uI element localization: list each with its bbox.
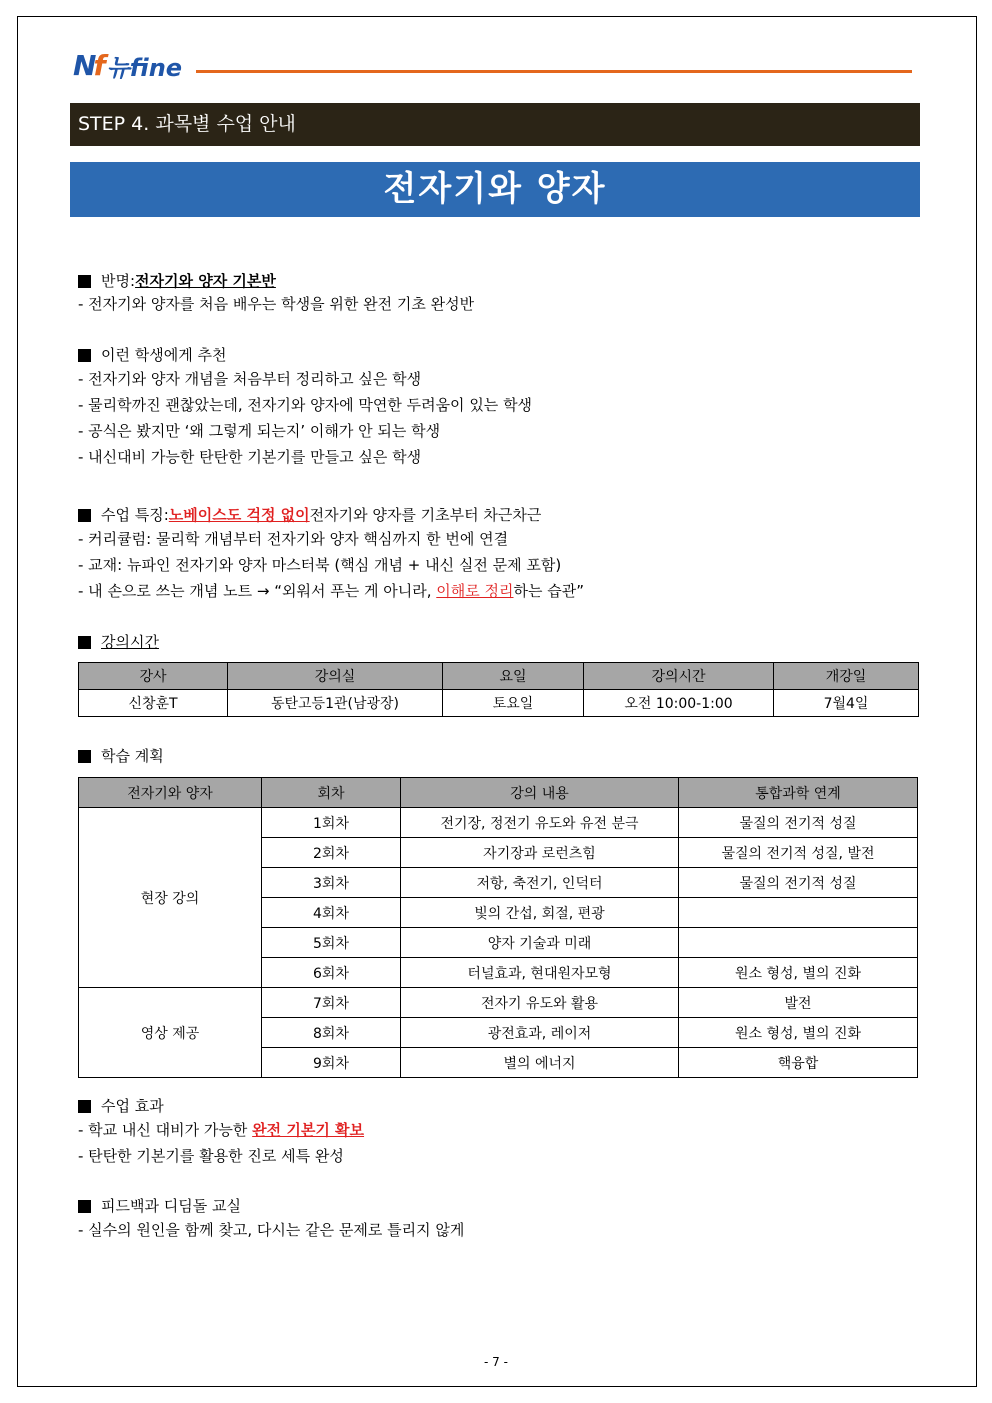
list-item: - 학교 내신 대비가 가능한 완전 기본기 확보 [78,1121,365,1139]
table-row: 8회차 광전효과, 레이저 원소 형성, 별의 진화 [79,1018,918,1048]
list-item: - 탄탄한 기본기를 활용한 진로 세특 완성 [78,1147,344,1165]
table-row: 9회차 별의 에너지 핵융합 [79,1048,918,1078]
section-header: 학습 계획 [101,747,164,765]
list-item: - 내 손으로 쓰는 개념 노트 → “외워서 푸는 게 아니라, 이해로 정리하는 습관” [78,582,584,600]
table-header: 강의시간 [584,663,774,690]
logo-mark: Nf [73,48,103,82]
features-section: 수업 특징: 노베이스도 걱정 없이 전자기와 양자를 기초부터 차근차근 - 커리큘럼: 물리학 개념부터 전자기와 양자 핵심까지 한 번에 연결 - 교재: 뉴파인 전자기와 양자 마스터북 (핵심 개념 + 내신 실전 문제 포함) - 내 손으로 쓰는 개념 노트 → “외워서 푸는 게 아니라, 이해로 정리하는 습관” [78,505,584,604]
plan-section [78,746,164,766]
table-row: 6회차 터널효과, 현대원자모형 원소 형성, 별의 진화 [79,958,918,988]
bullet-square-icon [78,750,91,763]
feedback-section [78,1196,464,1243]
group-label: 현장 강의 [79,808,262,988]
table-header: 강의 내용 [401,778,679,808]
plan-table [78,777,918,1078]
bullet-square-icon [78,1100,91,1113]
bullet-square-icon [78,636,91,649]
table-header: 개강일 [774,663,919,690]
header-divider [196,70,912,73]
bullet-square-icon [78,275,91,288]
bullet-square-icon [78,509,91,522]
table-row: 현장 강의 1회차 전기장, 정전기 유도와 유전 분극 물질의 전기적 성질 [79,808,918,838]
table-header: 통합과학 연계 [679,778,918,808]
effect-section [78,1096,364,1169]
class-name-value: 전자기와 양자 기본반 [135,272,276,290]
list-item: - 공식은 봤지만 ‘왜 그렇게 되는지’ 이해가 안 되는 학생 [78,422,441,440]
list-item: - 커리큘럼: 물리학 개념부터 전자기와 양자 핵심까지 한 번에 연결 [78,530,509,548]
bullet-square-icon [78,1200,91,1213]
features-highlight: 노베이스도 걱정 없이 [168,506,310,524]
bullet-square-icon [78,349,91,362]
table-header: 강사 [79,663,228,690]
section-header: 강의시간 [101,633,159,651]
schedule-section [78,632,159,652]
table-row: 5회차 양자 기술과 미래 [79,928,918,958]
recommend-section [78,345,532,470]
section-header: 수업 효과 [101,1097,164,1115]
list-item: - 실수의 원인을 함께 찾고, 다시는 같은 문제로 틀리지 않게 [78,1221,465,1239]
list-item: - 물리학까진 괜찮았는데, 전자기와 양자에 막연한 두려움이 있는 학생 [78,396,533,414]
page-number: - 7 - [484,1355,508,1369]
list-item: - 내신대비 가능한 탄탄한 기본기를 만들고 싶은 학생 [78,448,422,466]
section-header: 피드백과 디딤돌 교실 [101,1197,241,1215]
table-header: 강의실 [228,663,443,690]
logo-text: 뉴fine [106,53,183,82]
table-row: 2회차 자기장과 로런츠힘 물질의 전기적 성질, 발전 [79,838,918,868]
list-item: - 전자기와 양자 개념을 처음부터 정리하고 싶은 학생 [78,370,422,388]
table-row: 영상 제공 7회차 전자기 유도와 활용 발전 [79,988,918,1018]
class-name-section: 반명: 전자기와 양자 기본반 - 전자기와 양자를 처음 배우는 학생을 위한 완전 기초 완성반 [78,271,474,317]
step-bar: STEP 4. 과목별 수업 안내 [70,103,920,146]
table-header: 회차 [262,778,401,808]
list-item: - 교재: 뉴파인 전자기와 양자 마스터북 (핵심 개념 + 내신 실전 문제 포함) [78,556,562,574]
table-row: 4회차 빛의 간섭, 회절, 편광 [79,898,918,928]
schedule-table [78,662,919,717]
section-header: 이런 학생에게 추천 [101,346,227,364]
class-desc: - 전자기와 양자를 처음 배우는 학생을 위한 완전 기초 완성반 [78,295,475,313]
table-header: 요일 [443,663,584,690]
page-title: 전자기와 양자 [70,162,920,217]
brand-logo [73,48,182,82]
table-row: 신창훈T 동탄고등1관(남광장) 토요일 오전 10:00-1:00 7월4일 [79,690,919,717]
table-row: 3회차 저항, 축전기, 인덕터 물질의 전기적 성질 [79,868,918,898]
group-label: 영상 제공 [79,988,262,1078]
table-header: 전자기와 양자 [79,778,262,808]
